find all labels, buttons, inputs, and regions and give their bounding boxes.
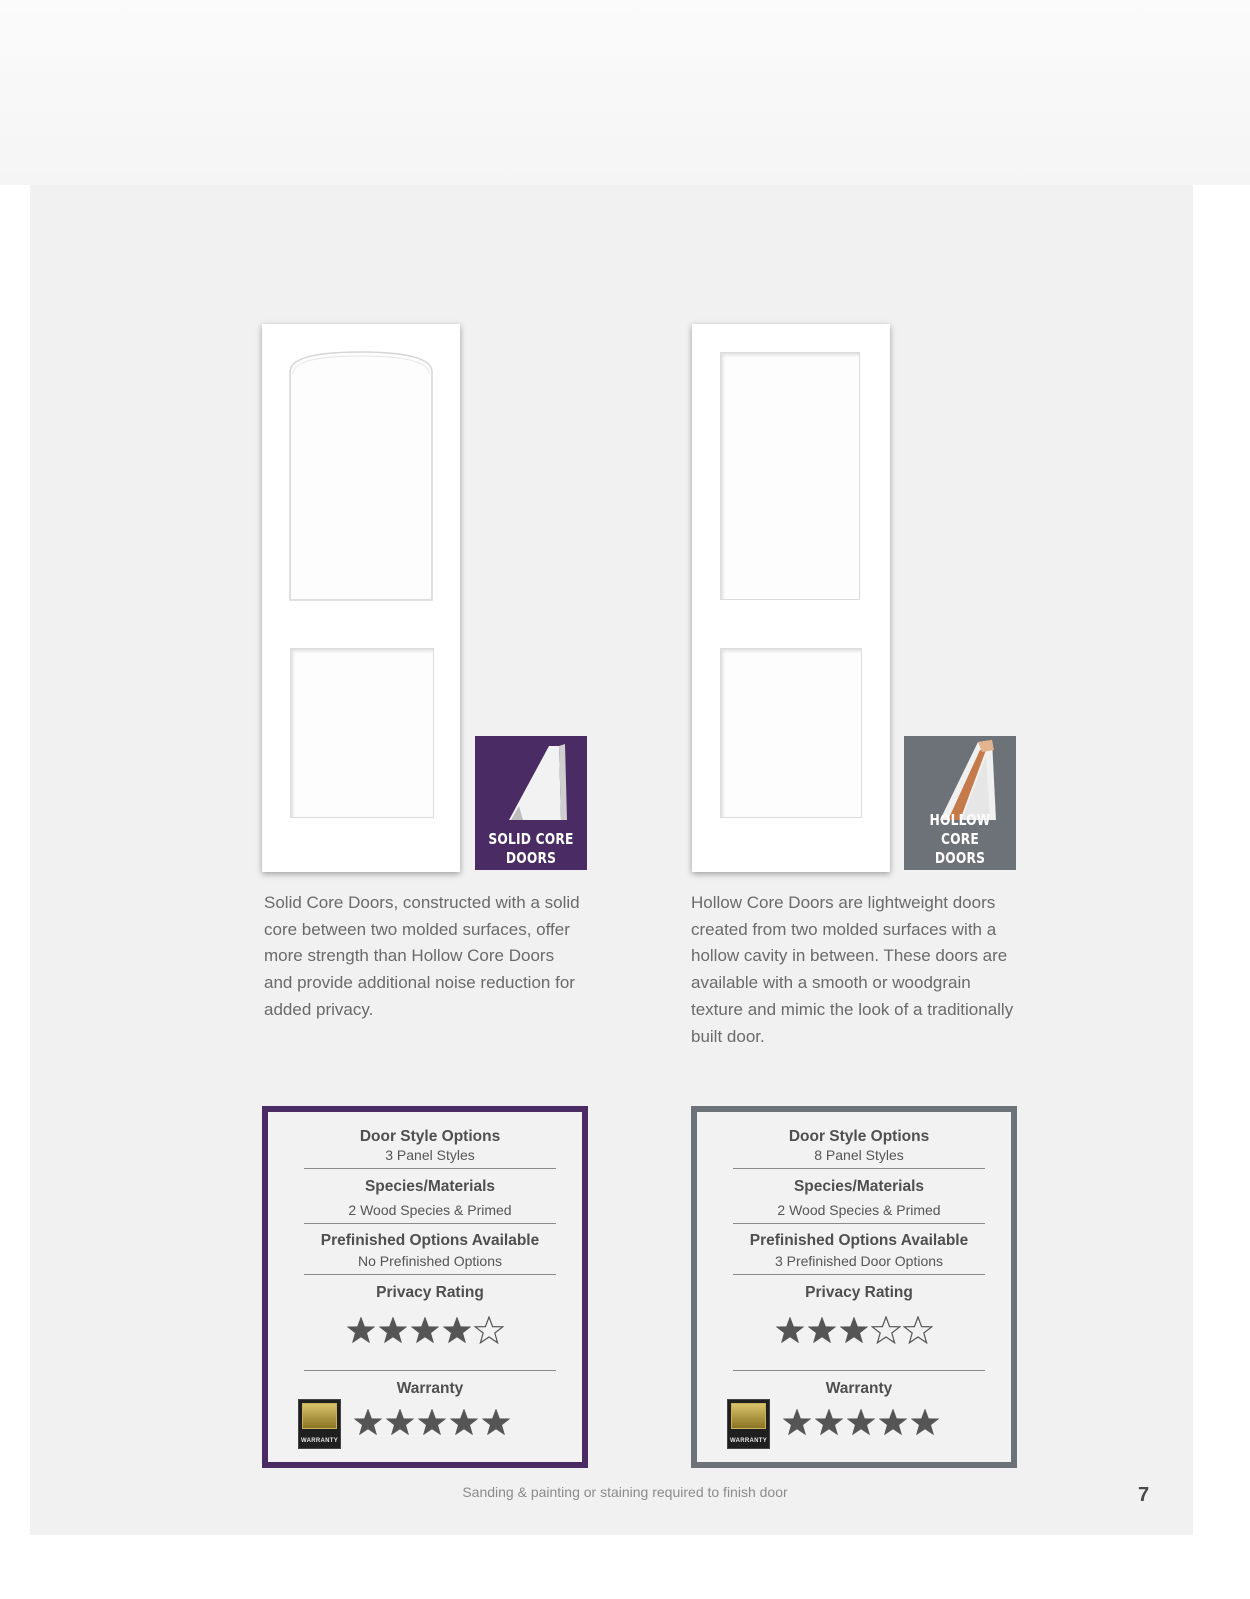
solid-core-description: Solid Core Doors, constructed with a solid core between two molded surfaces, offer more strength than Hollow Core Doors and provide additional noise reduction for added privacy.: [264, 893, 580, 1019]
star-filled-icon: [410, 1316, 440, 1344]
star-filled-icon: [385, 1408, 415, 1436]
divider: [304, 1274, 556, 1275]
divider: [304, 1370, 556, 1371]
species-heading: Species/Materials: [793, 1178, 925, 1195]
solid-core-door-image: [262, 324, 460, 872]
star-filled-icon: [353, 1408, 383, 1436]
star-outline-icon: [474, 1316, 504, 1344]
style-options-heading: Door Style Options: [359, 1128, 501, 1145]
species-value: 2 Wood Species & Primed: [348, 1202, 512, 1218]
star-filled-icon: [782, 1408, 812, 1436]
star-filled-icon: [839, 1316, 869, 1344]
star-outline-icon: [903, 1316, 933, 1344]
hollow-core-description: Hollow Core Doors are lightweight doors created from two molded surfaces with a hollow cavity in between. These doors are available with a smooth or woodgrain texture and mimic the look of a traditionally built door.: [691, 893, 1014, 1046]
privacy-heading: Privacy Rating: [805, 1284, 913, 1301]
warranty-heading: Warranty: [396, 1380, 464, 1397]
badge-label: SOLID CORE DOORS: [488, 830, 574, 867]
prefinished-value: No Prefinished Options: [358, 1253, 502, 1269]
star-filled-icon: [846, 1408, 876, 1436]
privacy-rating-stars: [697, 1316, 1011, 1349]
species-value: 2 Wood Species & Primed: [777, 1202, 941, 1218]
star-filled-icon: [378, 1316, 408, 1344]
hollow-core-spec-box: [691, 1106, 1017, 1468]
star-filled-icon: [442, 1316, 472, 1344]
prefinished-heading: Prefinished Options Available: [320, 1232, 540, 1249]
content-panel: [30, 185, 1193, 1535]
star-filled-icon: [417, 1408, 447, 1436]
hollow-core-door-image: [692, 324, 890, 872]
page-header-band: [0, 0, 1250, 185]
style-options-heading: Door Style Options: [788, 1128, 930, 1145]
style-options-value: 3 Panel Styles: [385, 1147, 475, 1163]
star-filled-icon: [346, 1316, 376, 1344]
species-heading: Species/Materials: [364, 1178, 496, 1195]
star-filled-icon: [814, 1408, 844, 1436]
divider: [304, 1223, 556, 1224]
warranty-logo-text: WARRANTY: [300, 1438, 339, 1444]
hollow-core-badge: [904, 736, 1016, 870]
warranty-heading: Warranty: [825, 1380, 893, 1397]
divider: [733, 1370, 985, 1371]
solid-core-badge: [475, 736, 587, 870]
star-filled-icon: [878, 1408, 908, 1436]
lower-panel: [720, 648, 862, 818]
divider: [733, 1168, 985, 1169]
star-filled-icon: [481, 1408, 511, 1436]
prefinished-heading: Prefinished Options Available: [749, 1232, 969, 1249]
divider: [733, 1274, 985, 1275]
divider: [733, 1223, 985, 1224]
style-options-value: 8 Panel Styles: [814, 1147, 904, 1163]
privacy-rating-stars: [268, 1316, 582, 1349]
star-filled-icon: [775, 1316, 805, 1344]
privacy-heading: Privacy Rating: [376, 1284, 484, 1301]
badge-label: HOLLOW CORE DOORS: [929, 811, 991, 867]
warranty-logo-text: WARRANTY: [729, 1438, 768, 1444]
star-filled-icon: [449, 1408, 479, 1436]
warranty-rating-stars: [735, 1408, 987, 1441]
star-outline-icon: [871, 1316, 901, 1344]
solid-core-cutaway-icon: [475, 736, 587, 826]
star-filled-icon: [910, 1408, 940, 1436]
solid-core-spec-box: [262, 1106, 588, 1468]
footnote: Sanding & painting or staining required to finish door: [462, 1484, 788, 1500]
star-filled-icon: [807, 1316, 837, 1344]
lower-panel: [290, 648, 434, 818]
prefinished-value: 3 Prefinished Door Options: [774, 1253, 944, 1269]
warranty-rating-stars: [306, 1408, 558, 1441]
page-number: 7: [1138, 1484, 1150, 1506]
divider: [304, 1168, 556, 1169]
upper-panel: [720, 352, 860, 600]
